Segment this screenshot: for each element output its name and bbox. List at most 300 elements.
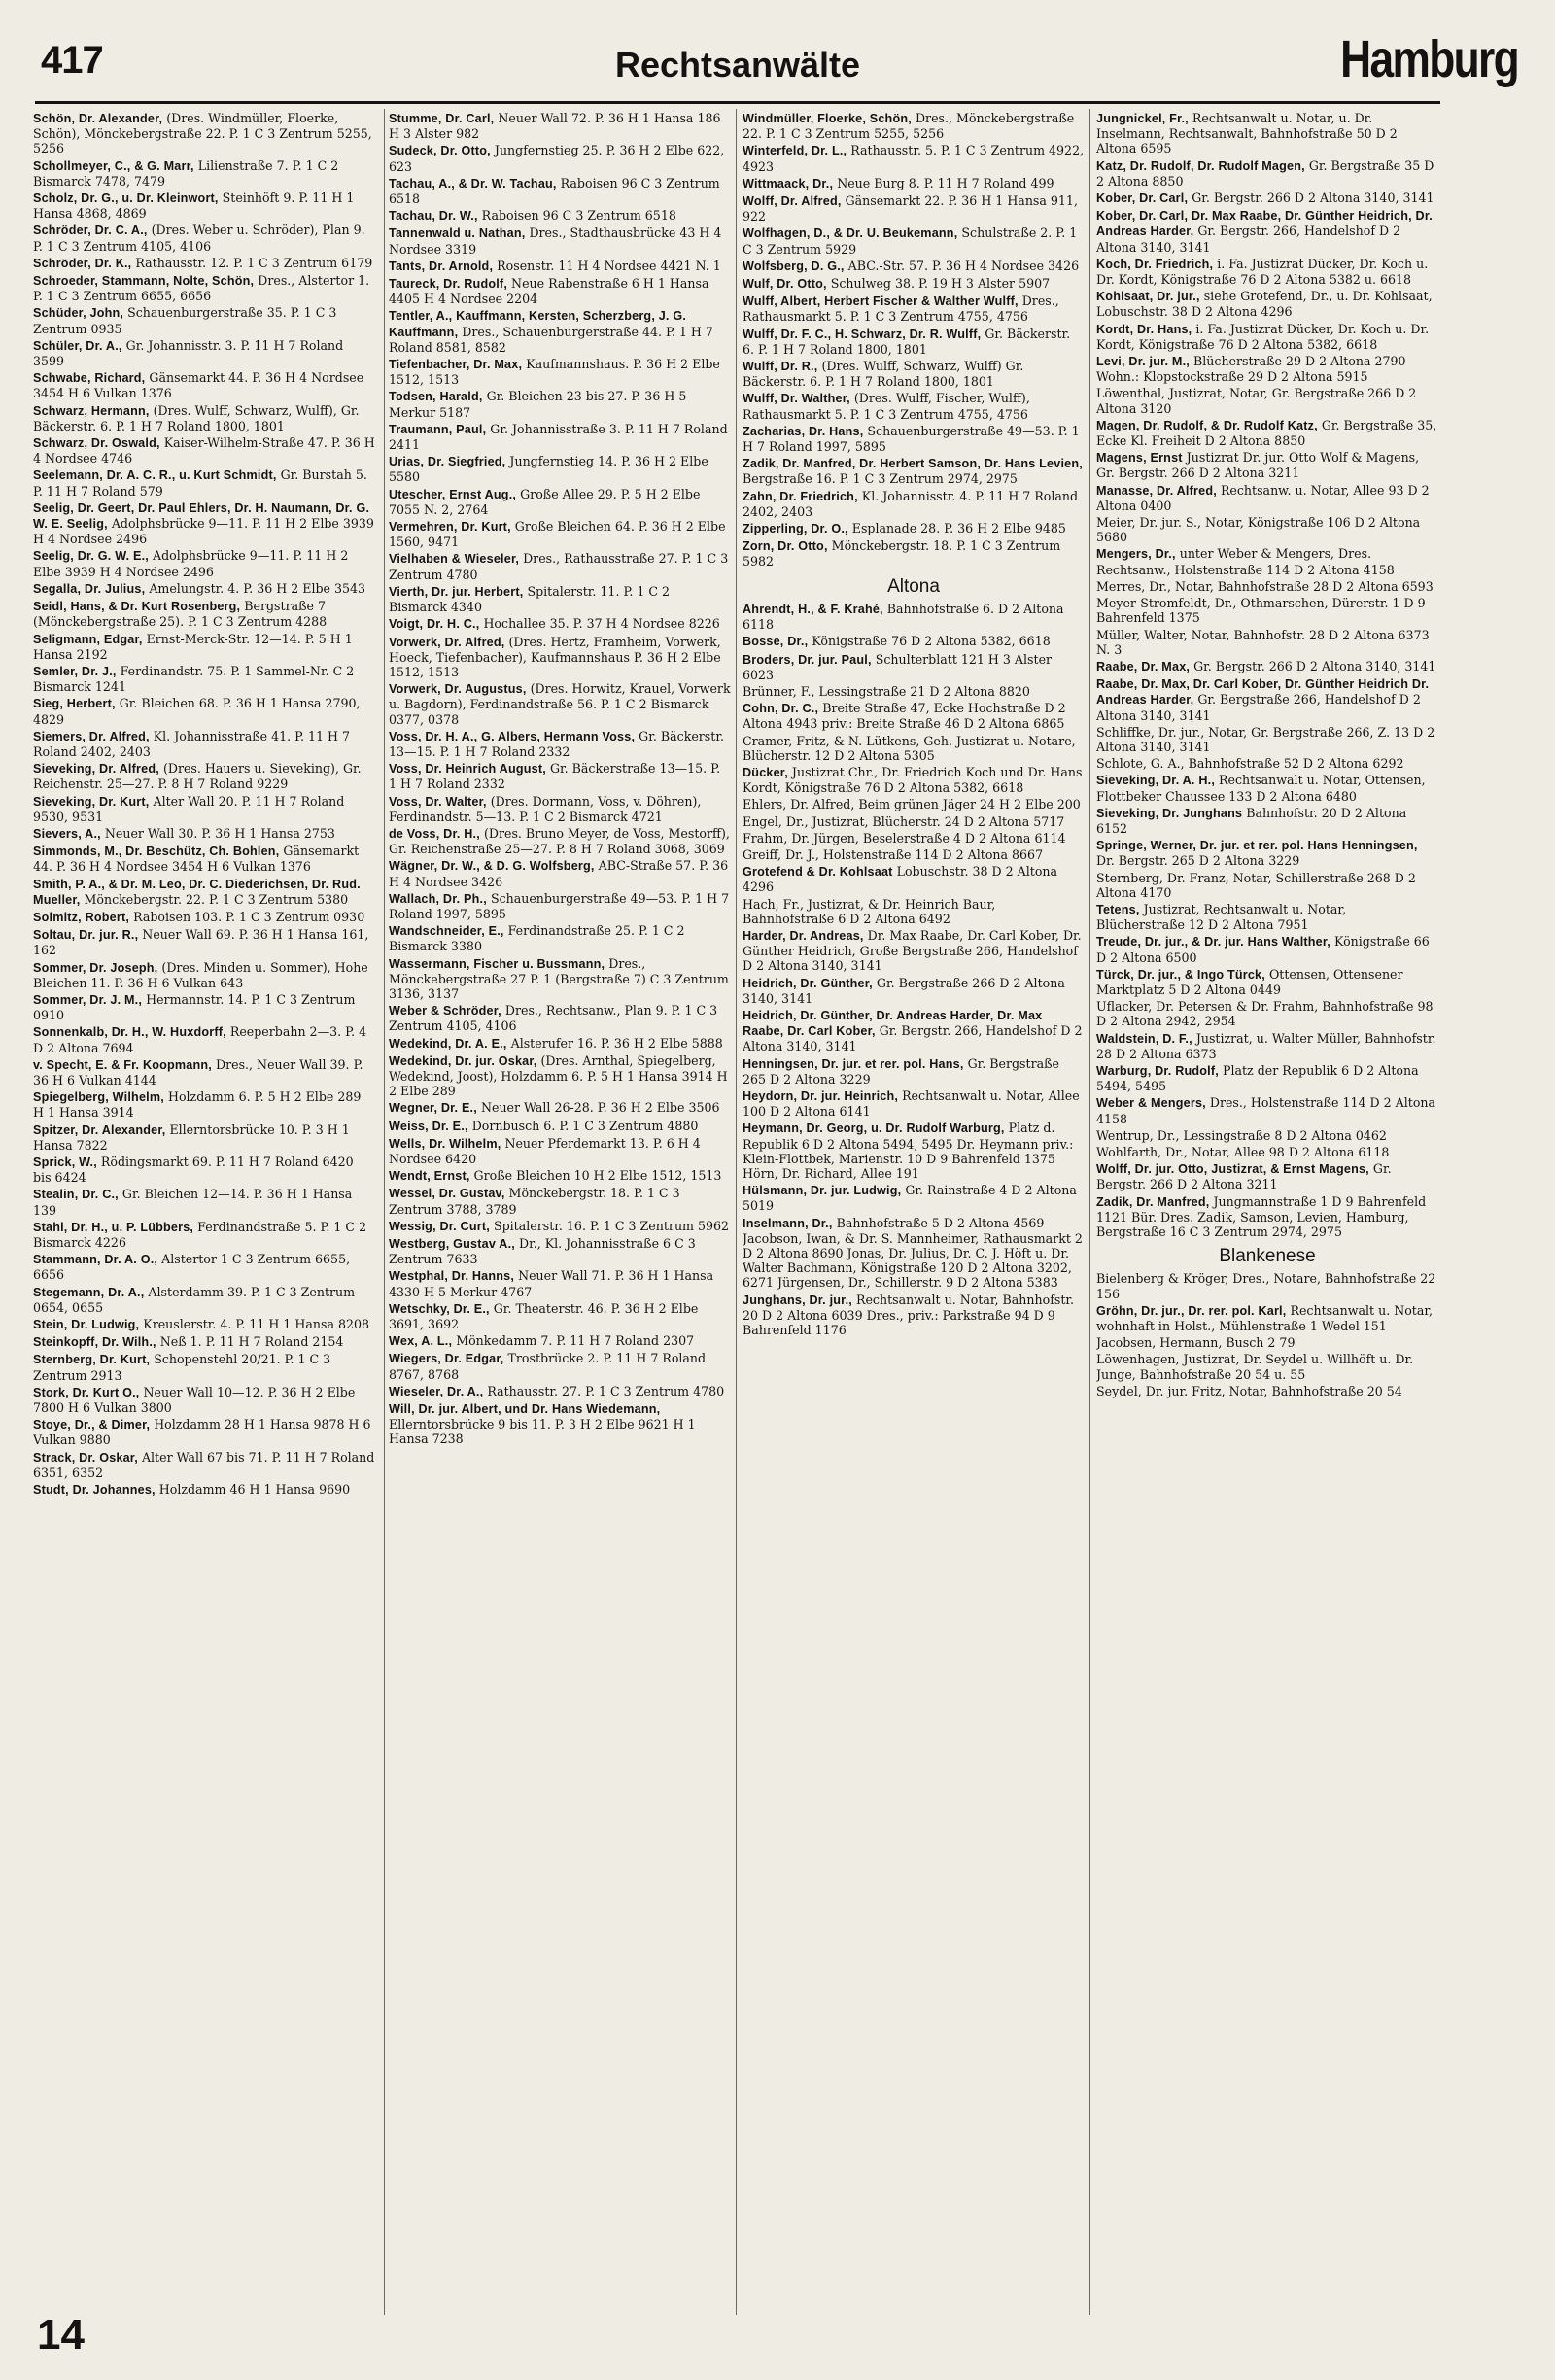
entry-details: Esplanade 28. P. 36 H 2 Elbe 9485	[851, 521, 1066, 536]
entry-name: Wex, A. L.,	[389, 1334, 453, 1349]
entry-details: Gr. Bleichen 12—14. P. 36 H 1 Hansa 139	[33, 1187, 353, 1218]
directory-entry	[389, 225, 731, 256]
directory-entry	[389, 208, 731, 224]
entry-name: Katz, Dr. Rudolf, Dr. Rudolf Magen,	[1096, 158, 1305, 173]
entry-details: Lobuschstr. 38 D 2 Altona 4296	[743, 864, 1058, 895]
directory-entry	[743, 602, 1085, 632]
directory-entry	[743, 193, 1085, 224]
entry-name: Sieveking, Dr. A. H.,	[1096, 774, 1216, 788]
directory-entry	[33, 1334, 375, 1350]
entry-details: Gr. Bergstr. 266 D 2 Altona 3140, 3141	[1192, 190, 1434, 206]
directory-entry	[389, 1100, 731, 1116]
directory-entry	[33, 877, 375, 908]
entry-name: Cohn, Dr. C.,	[743, 702, 819, 716]
entry-name: Koch, Dr. Friedrich,	[1096, 257, 1214, 271]
entry-details: Ottensen, Ottensener Marktplatz 5 D 2 Altona 0449	[1096, 966, 1403, 997]
directory-entry	[389, 1333, 731, 1349]
entry-name: Tiefenbacher, Dr. Max,	[389, 358, 523, 372]
entry-details: Ellerntorsbrücke 9 bis 11. P. 3 H 2 Elbe 9621 H 1 Hansa 7238	[389, 1417, 696, 1447]
entry-name: Spiegelberg, Wilhelm,	[33, 1090, 164, 1105]
entry-details: Wohlfarth, Dr., Notar, Allee 98 D 2 Altona 6118	[1096, 1145, 1390, 1159]
entry-name: Weber & Mengers,	[1096, 1096, 1206, 1111]
entry-details: Dres., Stadthausbrücke 43 H 4 Nordsee 3319	[389, 225, 722, 257]
entry-name: Wolff, Dr. jur. Otto, Justizrat, & Ernst Magens,	[1096, 1162, 1369, 1177]
directory-entry	[33, 500, 375, 547]
directory-entry	[743, 456, 1085, 486]
directory-entry	[389, 487, 731, 517]
entry-name: Junghans, Dr. jur.,	[743, 1293, 852, 1307]
entry-details: Dres., Rathausstraße 27. P. 1 C 3 Zentrum 4780	[389, 551, 729, 582]
entry-name: Stegemann, Dr. A.,	[33, 1285, 145, 1299]
directory-entry	[33, 305, 375, 335]
directory-entry	[33, 256, 375, 271]
entry-details: Gr. Bäckerstraße 13—15. P. 1 H 7 Roland 2332	[389, 761, 721, 792]
entry-details: Kl. Johannisstr. 4. P. 11 H 7 Roland 2402, 2403	[743, 488, 1079, 519]
entry-name: Stahl, Dr. H., u. P. Lübbers,	[33, 1220, 194, 1234]
entry-name: Wulff, Dr. F. C., H. Schwarz, Dr. R. Wulff,	[743, 327, 982, 341]
directory-entry	[33, 599, 375, 629]
directory-entry	[1096, 934, 1438, 964]
entry-details: (Dres. Windmüller, Floerke, Schön), Mönckebergstraße 22. P. 1 C 3 Zentrum 5255, 5256	[33, 111, 372, 156]
entry-name: Wulf, Dr. Otto,	[743, 277, 827, 292]
directory-entry	[389, 1401, 731, 1447]
entry-details: Amelungstr. 4. P. 36 H 2 Elbe 3543	[149, 580, 366, 596]
entry-details: Platz d. Republik 6 D 2 Altona 5494, 5495 Dr. Heymann priv.: Klein-Flottbek, Marienstr. 10 D 9 Bahrenfeld 1375 Hörn, Dr. Richard, Allee 191	[743, 1121, 1074, 1181]
entry-name: Wessig, Dr. Curt,	[389, 1219, 490, 1233]
entry-name: Türck, Dr. jur., & Ingo Türck,	[1096, 967, 1265, 982]
directory-entry	[1096, 190, 1438, 206]
entry-details: Holzdamm 6. P. 5 H 2 Elbe 289 H 1 Hansa 3914	[33, 1089, 362, 1121]
entry-name: Kober, Dr. Carl,	[1096, 191, 1189, 206]
entry-details: Raboisen 96 C 3 Zentrum 6518	[389, 175, 720, 207]
directory-entry	[743, 814, 1085, 829]
directory-entry	[389, 143, 731, 173]
directory-entry	[743, 225, 1085, 256]
directory-entry	[389, 1136, 731, 1166]
directory-entry	[33, 910, 375, 925]
entry-name: Zahn, Dr. Friedrich,	[743, 489, 858, 503]
entry-details: Jacobsen, Hermann, Busch 2 79	[1096, 1335, 1296, 1351]
directory-entry	[1096, 596, 1438, 625]
entry-name: Soltau, Dr. jur. R.,	[33, 928, 139, 943]
entry-name: Weber & Schröder,	[389, 1004, 501, 1018]
entry-name: Wulff, Dr. R.,	[743, 360, 818, 374]
entry-details: Neuer Wall 26-28. P. 36 H 2 Elbe 3506	[480, 1100, 720, 1116]
entry-details: Bahnhofstraße 6. D 2 Altona 6118	[743, 601, 1064, 633]
entry-details: Dr. Bergstr. 265 D 2 Altona 3229	[1096, 853, 1300, 869]
directory-entry	[33, 223, 375, 253]
directory-entry	[389, 616, 731, 632]
entry-name: Vorwerk, Dr. Alfred,	[389, 635, 505, 649]
entry-name: Westphal, Dr. Hanns,	[389, 1269, 515, 1284]
entry-details: siehe Grotefend, Dr., u. Dr. Kohlsaat, Lobuschstr. 38 D 2 Altona 4296	[1096, 289, 1433, 320]
entry-details: Alsterufer 16. P. 36 H 2 Elbe 5888	[510, 1035, 723, 1051]
directory-entry	[33, 826, 375, 842]
entry-name: Tentler, A., Kauffmann, Kersten, Scherzberg, J. G. Kauffmann,	[389, 309, 687, 339]
entry-details: Rechtsanw. u. Notar, Allee 93 D 2 Altona 0400	[1096, 482, 1430, 513]
directory-entry	[1096, 1271, 1438, 1300]
entry-name: Wallach, Dr. Ph.,	[389, 891, 487, 906]
entry-details: (Dres. Wulff, Schwarz, Wulff) Gr. Bäckerstr. 6. P. 1 H 7 Roland 1800, 1801	[743, 359, 1024, 390]
entry-name: Schwabe, Richard,	[33, 371, 146, 386]
entry-name: Wedekind, Dr. jur. Oskar,	[389, 1053, 537, 1068]
entry-name: Siemers, Dr. Alfred,	[33, 729, 150, 743]
directory-entry	[389, 1384, 731, 1399]
entry-name: Taureck, Dr. Rudolf,	[389, 277, 508, 292]
directory-entry	[33, 761, 375, 791]
entry-details: Gr. Bleichen 23 bis 27. P. 36 H 5 Merkur 5187	[389, 389, 687, 420]
page-number: 417	[41, 39, 103, 82]
entry-details: Schulterblatt 121 H 3 Alster 6023	[743, 651, 1053, 682]
entry-name: Tachau, Dr. W.,	[389, 209, 478, 224]
directory-entry	[1096, 158, 1438, 189]
entry-details: Alstertor 1 C 3 Zentrum 6655, 6656	[33, 1252, 351, 1283]
entry-details: Mönckebergstr. 22. P. 1 C 3 Zentrum 5380	[84, 891, 349, 907]
entry-name: Schwarz, Dr. Oswald,	[33, 436, 160, 451]
directory-entry	[33, 1482, 375, 1498]
directory-entry	[33, 1089, 375, 1120]
directory-entry	[1096, 676, 1438, 723]
directory-entry	[33, 632, 375, 662]
entry-details: Ernst-Merck-Str. 12—14. P. 5 H 1 Hansa 2192	[33, 631, 353, 662]
entry-details: Merres, Dr., Notar, Bahnhofstraße 28 D 2 Altona 6593	[1096, 578, 1434, 594]
directory-entry	[1096, 1303, 1438, 1333]
directory-entry	[743, 734, 1085, 763]
directory-entry	[743, 928, 1085, 974]
entry-details: Gr. Bergstraße 265 D 2 Altona 3229	[743, 1055, 1059, 1087]
directory-entry	[743, 176, 1085, 191]
entry-name: Wittmaack, Dr.,	[743, 176, 834, 190]
directory-entry	[33, 1057, 375, 1087]
directory-entry	[389, 681, 731, 727]
entry-name: Utescher, Ernst Aug.,	[389, 487, 517, 501]
entry-name: Magens, Ernst	[1096, 451, 1183, 466]
entry-details: Steinhöft 9. P. 11 H 1 Hansa 4868, 4869	[33, 190, 355, 222]
entry-name: Vermehren, Dr. Kurt,	[389, 520, 511, 535]
directory-entry	[1096, 111, 1438, 156]
entry-details: Gr. Bergstr. 266, Handelshof D 2 Altona 3140, 3141	[1096, 224, 1401, 255]
directory-entry	[743, 652, 1085, 682]
entry-name: Traumann, Paul,	[389, 422, 487, 436]
directory-entry	[1096, 208, 1438, 255]
city-title: Hamburg	[1340, 30, 1518, 88]
directory-entry	[389, 1186, 731, 1216]
directory-entry	[389, 519, 731, 549]
directory-entry	[33, 696, 375, 726]
entry-details: Mönkedamm 7. P. 11 H 7 Roland 2307	[456, 1333, 695, 1349]
entry-name: Scholz, Dr. G., u. Dr. Kleinwort,	[33, 191, 219, 206]
entry-details: Neuer Wall 72. P. 36 H 1 Hansa 186 H 3 Alster 982	[389, 111, 721, 142]
entry-details: Neue Burg 8. P. 11 H 7 Roland 499	[837, 175, 1054, 190]
entry-name: Vorwerk, Dr. Augustus,	[389, 682, 527, 697]
entry-name: Kohlsaat, Dr. jur.,	[1096, 290, 1200, 304]
directory-entry	[1096, 515, 1438, 544]
directory-entry	[389, 858, 731, 888]
directory-entry	[389, 761, 731, 791]
directory-entry	[743, 847, 1085, 862]
entry-details: Schopenstehl 20/21. P. 1 C 3 Zentrum 2913	[33, 1352, 331, 1383]
entry-name: Zorn, Dr. Otto,	[743, 539, 828, 554]
section-title: Rechtsanwälte	[614, 45, 861, 85]
entry-name: Kober, Dr. Carl, Dr. Max Raabe, Dr. Günther Heidrich, Dr. Andreas Harder,	[1096, 209, 1433, 239]
entry-details: Jungmannstraße 1 D 9 Bahrenfeld 1121 Bür. Dres. Zadik, Samson, Levien, Hamburg, Bergstraße 16 C 3 Zentrum 2974, 2975	[1096, 1193, 1427, 1240]
entry-name: Wassermann, Fischer u. Bussmann,	[389, 956, 605, 971]
entry-details: Schauenburgerstraße 35. P. 1 C 3 Zentrum 0935	[33, 305, 337, 336]
directory-entry	[1096, 289, 1438, 319]
entry-name: Wulff, Dr. Walther,	[743, 392, 850, 406]
entry-details: Gr. Rainstraße 4 D 2 Altona 5019	[743, 1183, 1077, 1214]
directory-entry	[743, 424, 1085, 454]
entry-name: Simmonds, M., Dr. Beschütz, Ch. Bohlen,	[33, 845, 280, 859]
entry-name: v. Specht, E. & Fr. Koopmann,	[33, 1057, 212, 1072]
entry-details: Holzdamm 28 H 1 Hansa 9878 H 6 Vulkan 9880	[33, 1417, 371, 1448]
entry-details: Rathausstr. 5. P. 1 C 3 Zentrum 4922, 4923	[743, 143, 1085, 174]
entry-name: Raabe, Dr. Max,	[1096, 659, 1191, 673]
directory-entry	[1096, 1145, 1438, 1159]
entry-details: Schauenburgerstraße 49—53. P. 1 H 7 Roland 1997, 5895	[389, 890, 730, 921]
entry-details: Müller, Walter, Notar, Bahnhofstr. 28 D 2 Altona 6373 N. 3	[1096, 627, 1430, 657]
entry-details: Meier, Dr. jur. S., Notar, Königstraße 106 D 2 Altona 5680	[1096, 515, 1421, 545]
entry-details: Gr. Theaterstr. 46. P. 36 H 2 Elbe 3691, 3692	[389, 1300, 699, 1332]
entry-details: Dres., Neuer Wall 39. P. 36 H 6 Vulkan 4144	[33, 1056, 363, 1087]
entry-details: Gr. Burstah 5. P. 11 H 7 Roland 579	[33, 467, 367, 499]
entry-name: Wedekind, Dr. A. E.,	[389, 1036, 507, 1051]
entry-name: Treude, Dr. jur., & Dr. jur. Hans Walther,	[1096, 935, 1330, 949]
entry-details: (Dres. Hauers u. Sieveking), Gr. Reichenstr. 25—27. P. 8 H 7 Roland 9229	[33, 761, 362, 792]
entry-name: Sprick, W.,	[33, 1156, 97, 1169]
entry-details: Justizrat, u. Walter Müller, Bahnhofstr. 28 D 2 Altona 6373	[1096, 1030, 1436, 1061]
entry-name: Urias, Dr. Siegfried,	[389, 455, 506, 469]
directory-entry	[1096, 628, 1438, 657]
directory-entry	[743, 293, 1085, 324]
directory-entry	[33, 960, 375, 990]
directory-entry	[1096, 1161, 1438, 1191]
entry-name: Voss, Dr. Heinrich August,	[389, 762, 546, 776]
entry-name: Voigt, Dr. H. C.,	[389, 617, 480, 632]
entry-name: Heidrich, Dr. Günther, Dr. Andreas Harder, Dr. Max Raabe, Dr. Carl Kober,	[743, 1008, 1043, 1039]
directory-entry	[389, 308, 731, 355]
entry-details: Dr. Max Raabe, Dr. Carl Kober, Dr. Günther Heidrich, Große Bergstraße 266, Handelshof D 2 Altona 3140, 3141	[743, 927, 1082, 974]
entry-name: Studt, Dr. Johannes,	[33, 1483, 156, 1498]
entry-name: Schön, Dr. Alexander,	[33, 112, 163, 125]
entry-details: Rödingsmarkt 69. P. 11 H 7 Roland 6420 bis 6424	[33, 1155, 354, 1186]
entry-details: Alter Wall 20. P. 11 H 7 Roland 9530, 9531	[33, 793, 345, 824]
entry-details: Schulweg 38. P. 19 H 3 Alster 5907	[830, 276, 1051, 292]
directory-entry	[33, 992, 375, 1022]
entry-name: Ahrendt, H., & F. Krahé,	[743, 602, 883, 616]
directory-entry	[33, 729, 375, 759]
directory-entry	[33, 581, 375, 597]
entry-details: Bergstraße 16. P. 1 C 3 Zentrum 2974, 2975	[743, 471, 1018, 487]
entry-name: Tetens,	[1096, 902, 1140, 916]
entry-name: Seligmann, Edgar,	[33, 632, 143, 646]
directory-entry	[1096, 1352, 1438, 1381]
entry-name: Wessel, Dr. Gustav,	[389, 1187, 505, 1201]
entry-name: Schüder, John,	[33, 306, 124, 321]
entry-details: Hach, Fr., Justizrat, & Dr. Heinrich Baur, Bahnhofstraße 6 D 2 Altona 6492	[743, 896, 996, 926]
entry-details: Ferdinandstraße 25. P. 1 C 2 Bismarck 3380	[389, 923, 685, 954]
entry-name: Westberg, Gustav A.,	[389, 1237, 515, 1252]
entry-details: Neß 1. P. 11 H 7 Roland 2154	[159, 1334, 344, 1350]
directory-entry	[1096, 546, 1438, 576]
entry-name: Dücker,	[743, 765, 788, 779]
directory-entry	[389, 1003, 731, 1033]
entry-name: Warburg, Dr. Rudolf,	[1096, 1063, 1219, 1078]
entry-name: Vierth, Dr. jur. Herbert,	[389, 584, 524, 599]
entry-name: Schollmeyer, C., & G. Marr,	[33, 158, 194, 173]
entry-name: Semler, Dr. J.,	[33, 664, 117, 678]
entry-name: Hülsmann, Dr. jur. Ludwig,	[743, 1184, 902, 1198]
directory-entry	[33, 664, 375, 694]
directory-entry	[389, 276, 731, 306]
entry-details: Neuer Pferdemarkt 13. P. 6 H 4 Nordsee 6420	[389, 1135, 701, 1166]
entry-details: Trostbrücke 2. P. 11 H 7 Roland 8767, 8768	[389, 1351, 707, 1382]
entry-details: Königstraße 66 D 2 Altona 6500	[1096, 934, 1430, 965]
directory-entry	[33, 844, 375, 874]
directory-entry	[743, 276, 1085, 292]
entry-details: Dres., Rechtsanw., Plan 9. P. 1 C 3 Zentrum 4105, 4106	[389, 1003, 718, 1034]
directory-entry	[389, 891, 731, 921]
entry-details: Rathausstr. 12. P. 1 C 3 Zentrum 6179	[135, 255, 373, 270]
entry-details: (Dres. Minden u. Sommer), Hohe Bleichen 11. P. 36 H 6 Vulkan 643	[33, 959, 368, 990]
entry-details: Spitalerstr. 16. P. 1 C 3 Zentrum 5962	[493, 1218, 730, 1233]
directory-entry	[743, 143, 1085, 173]
entry-details: Gr. Bergstraße 266 D 2 Altona 3140, 3141	[743, 975, 1065, 1006]
entry-details: Platz der Republik 6 D 2 Altona 5494, 5495	[1096, 1062, 1419, 1094]
entry-details: Spitalerstr. 11. P. 1 C 2 Bismarck 4340	[389, 583, 671, 615]
directory-entry	[389, 923, 731, 953]
entry-name: Schroeder, Stammann, Nolte, Schön,	[33, 274, 255, 289]
entry-name: Heidrich, Dr. Günther,	[743, 976, 873, 990]
entry-name: Sievers, A.,	[33, 826, 101, 841]
entry-details: Wentrup, Dr., Lessingstraße 8 D 2 Altona 0462	[1096, 1127, 1387, 1143]
directory-entry	[33, 273, 375, 303]
entry-details: Rosenstr. 11 H 4 Nordsee 4421 N. 1	[497, 258, 721, 273]
directory-entry	[1096, 773, 1438, 803]
directory-entry	[1096, 902, 1438, 932]
entry-details: Adolphsbrücke 9—11. P. 11 H 2 Elbe 3939 H 4 Nordsee 2496	[33, 548, 349, 579]
entry-details: Kl. Johannisstraße 41. P. 11 H 7 Roland 2402, 2403	[33, 728, 351, 759]
entry-name: Vielhaben & Wieseler,	[389, 552, 520, 567]
entry-details: Greiff, Dr. J., Holstenstraße 114 D 2 Altona 8667	[743, 846, 1044, 862]
directory-entry	[389, 956, 731, 1002]
entry-name: Seelemann, Dr. A. C. R., u. Kurt Schmidt,	[33, 468, 277, 483]
entry-name: Harder, Dr. Andreas,	[743, 928, 864, 943]
entry-details: Blücherstraße 29 D 2 Altona 2790 Wohn.: Klopstockstraße 29 D 2 Altona 5915	[1096, 354, 1406, 385]
entry-details: Dres., Mönckebergstraße 22. P. 1 C 3 Zentrum 5255, 5256	[743, 111, 1075, 142]
entry-name: Solmitz, Robert,	[33, 910, 130, 924]
entry-name: Seelig, Dr. Geert, Dr. Paul Ehlers, Dr. H. Naumann, Dr. G. W. E. Seelig,	[33, 500, 370, 532]
entry-details: Jungfernstieg 14. P. 36 H 2 Elbe 5580	[389, 454, 708, 485]
entry-details: Raboisen 103. P. 1 C 3 Zentrum 0930	[133, 909, 365, 924]
entry-name: Wulff, Albert, Herbert Fischer & Walther Wulff,	[743, 294, 1019, 309]
entry-name: Broders, Dr. jur. Paul,	[743, 652, 872, 667]
entry-name: Manasse, Dr. Alfred,	[1096, 483, 1217, 498]
entry-name: Zacharias, Dr. Hans,	[743, 424, 864, 438]
entry-details: Gr. Bergstraße 266, Handelshof D 2 Altona 3140, 3141	[1096, 692, 1421, 723]
entry-name: Seelig, Dr. G. W. E.,	[33, 549, 149, 564]
entry-details: Große Allee 29. P. 5 H 2 Elbe 7055 N. 2, 2764	[389, 486, 701, 517]
entry-details: Justizrat Dr. jur. Otto Wolf & Magens, Gr. Bergstr. 266 D 2 Altona 3211	[1096, 450, 1420, 481]
directory-column-1	[33, 111, 375, 2317]
directory-entry	[743, 259, 1085, 274]
directory-entry	[33, 1024, 375, 1054]
entry-details: Gr. Bäckerstr. 6. P. 1 H 7 Roland 1800, 1801	[743, 326, 1071, 357]
directory-entry	[1096, 838, 1438, 868]
entry-name: Zadik, Dr. Manfred, Dr. Herbert Samson, Dr. Hans Levien,	[743, 457, 1083, 471]
directory-entry	[743, 831, 1085, 845]
entry-name: de Voss, Dr. H.,	[389, 826, 480, 841]
entry-details: ABC.-Str. 57. P. 36 H 4 Nordsee 3426	[847, 258, 1080, 273]
entry-name: Schröder, Dr. K.,	[33, 256, 132, 270]
entry-details: Rechtsanwalt u. Notar, Allee 100 D 2 Altona 6141	[743, 1087, 1080, 1120]
directory-entry	[389, 1168, 731, 1184]
directory-column-3	[743, 111, 1085, 2317]
entry-details: (Dres. Weber u. Schröder), Plan 9. P. 1 C 3 Zentrum 4105, 4106	[33, 223, 365, 254]
directory-entry	[33, 1285, 375, 1315]
entry-name: Steinkopff, Dr. Wilh.,	[33, 1335, 156, 1350]
directory-entry	[1096, 967, 1438, 997]
entry-details: Engel, Dr., Justizrat, Blücherstr. 24 D 2 Altona 5717	[743, 813, 1065, 829]
entry-name: Winterfeld, Dr. L.,	[743, 144, 847, 158]
entry-details: Holzdamm 46 H 1 Hansa 9690	[158, 1482, 351, 1498]
entry-name: Sternberg, Dr. Kurt,	[33, 1353, 151, 1367]
directory-entry	[1096, 1031, 1438, 1061]
entry-name: Schwarz, Hermann,	[33, 403, 150, 418]
entry-name: Sommer, Dr. Joseph,	[33, 960, 158, 975]
entry-name: Stein, Dr. Ludwig,	[33, 1318, 140, 1332]
directory-entry	[1096, 725, 1438, 754]
entry-name: Weiss, Dr. E.,	[389, 1119, 468, 1133]
directory-entry	[743, 1088, 1085, 1119]
directory-entry	[389, 1301, 731, 1331]
entry-details: Gr. Johannisstraße 3. P. 11 H 7 Roland 2411	[389, 421, 728, 453]
entry-details: Justizrat, Rechtsanwalt u. Notar, Blücherstraße 12 D 2 Altona 7951	[1096, 901, 1347, 933]
entry-details: (Dres. Dormann, Voss, v. Döhren), Ferdinandstr. 5—13. P. 1 C 2 Bismarck 4721	[389, 793, 702, 824]
entry-details: unter Weber & Mengers, Dres. Rechtsanw., Holstenstraße 114 D 2 Altona 4158	[1096, 546, 1395, 577]
entry-details: Frahm, Dr. Jürgen, Beselerstraße 4 D 2 Altona 6114	[743, 830, 1066, 845]
entry-name: Wetschky, Dr. E.,	[389, 1301, 490, 1316]
entry-details: Neuer Wall 10—12. P. 36 H 2 Elbe 7800 H 6 Vulkan 3800	[33, 1384, 356, 1416]
entry-details: Meyer-Stromfeldt, Dr., Othmarschen, Dürerstr. 1 D 9 Bahrenfeld 1375	[1096, 596, 1426, 626]
entry-details: Neuer Wall 71. P. 36 H 1 Hansa 4330 H 5 Merkur 4767	[389, 1268, 714, 1299]
directory-entry	[1096, 756, 1438, 771]
directory-entry	[33, 1252, 375, 1282]
entry-details: Dres., Rathausmarkt 5. P. 1 C 3 Zentrum 4755, 4756	[743, 293, 1059, 325]
entry-details: Jungfernstieg 25. P. 36 H 2 Elbe 622, 623	[389, 143, 725, 174]
entry-name: Heymann, Dr. Georg, u. Dr. Rudolf Warburg,	[743, 1121, 1005, 1136]
directory-entry	[33, 403, 375, 433]
directory-entry	[389, 635, 731, 680]
sheet-number: 14	[37, 2311, 85, 2359]
directory-entry	[389, 1053, 731, 1099]
directory-entry	[33, 467, 375, 498]
directory-entry	[743, 897, 1085, 926]
entry-details: Sternberg, Dr. Franz, Notar, Schillerstraße 268 D 2 Altona 4170	[1096, 870, 1416, 900]
entry-details: Mönckebergstr. 18. P. 1 C 3 Zentrum 5982	[743, 538, 1061, 569]
directory-entry	[1096, 999, 1438, 1028]
directory-entry	[1096, 386, 1438, 415]
entry-details: Rechtsanwalt u. Notar, u. Dr. Inselmann, Rechtsanwalt, Bahnhofstraße 50 D 2 Altona 6595	[1096, 111, 1398, 156]
directory-entry	[743, 701, 1085, 731]
page-header	[35, 27, 1518, 104]
entry-details: Justizrat Chr., Dr. Friedrich Koch und Dr. Hans Kordt, Königstraße 76 D 2 Altona 5382, 6618	[743, 764, 1083, 796]
directory-entry	[1096, 1335, 1438, 1350]
entry-name: Wegner, Dr. E.,	[389, 1101, 477, 1116]
entry-details: Bahnhofstr. 20 D 2 Altona 6152	[1096, 805, 1407, 836]
entry-details: Gr. Johannisstr. 3. P. 11 H 7 Roland 3599	[33, 337, 344, 369]
directory-entry	[743, 359, 1085, 389]
